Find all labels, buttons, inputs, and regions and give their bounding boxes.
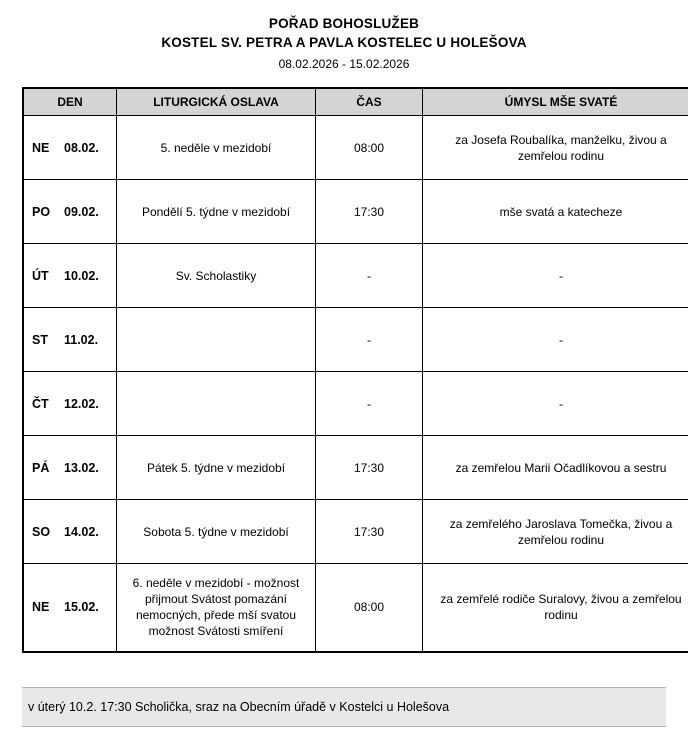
day-date: 08.02. <box>64 140 99 155</box>
schedule-table-head <box>23 88 688 116</box>
table-header-row <box>23 88 688 116</box>
column-header-celebration: LITURGICKÁ OSLAVA <box>117 88 316 116</box>
table-cell-time: - <box>316 372 423 436</box>
day-name: PÁ <box>32 460 50 475</box>
table-cell-intention: - <box>423 244 688 308</box>
table-cell-intention: za zemřelé rodiče Suralovy, živou a zemřelou rodinu <box>423 564 688 652</box>
table-row <box>23 308 688 372</box>
day-date: 12.02. <box>64 396 99 411</box>
table-row <box>23 436 688 500</box>
table-cell-day <box>23 564 117 652</box>
table-cell-intention: za zemřelého Jaroslava Tomečka, živou a zemřelou rodinu <box>423 500 688 564</box>
day-name: NE <box>32 600 50 615</box>
day-date: 13.02. <box>64 460 99 475</box>
table-cell-celebration: 5. neděle v mezidobí <box>117 116 316 180</box>
day-name: SO <box>32 524 51 539</box>
table-cell-time: 08:00 <box>316 564 423 652</box>
day-date: 14.02. <box>64 524 99 539</box>
day-date: 15.02. <box>64 600 99 615</box>
day-name: ČT <box>32 396 49 411</box>
schedule-table-body <box>23 116 688 652</box>
table-cell-day <box>23 500 117 564</box>
table-cell-day <box>23 436 117 500</box>
footer-note <box>22 687 666 727</box>
day-name: NE <box>32 140 50 155</box>
column-header-intention: ÚMYSL MŠE SVATÉ <box>423 88 688 116</box>
table-row <box>23 116 688 180</box>
day-name: ST <box>32 332 48 347</box>
table-cell-celebration: Sobota 5. týdne v mezidobí <box>117 500 316 564</box>
day-name: ÚT <box>32 268 49 283</box>
schedule-table <box>22 87 688 653</box>
day-date: 10.02. <box>64 268 99 283</box>
table-cell-time: 17:30 <box>316 180 423 244</box>
table-cell-day <box>23 244 117 308</box>
table-cell-celebration <box>117 372 316 436</box>
table-cell-intention: za zemřelou Marii Očadlíkovou a sestru <box>423 436 688 500</box>
document-header <box>0 0 688 73</box>
document-date-range: 08.02.2026 - 15.02.2026 <box>278 57 410 71</box>
document-title-line-2: KOSTEL SV. PETRA A PAVLA KOSTELEC U HOLEŠOVA <box>161 35 527 50</box>
table-cell-time: - <box>316 244 423 308</box>
table-cell-day <box>23 372 117 436</box>
day-date: 11.02. <box>64 332 99 347</box>
column-header-time: ČAS <box>316 88 423 116</box>
table-cell-celebration: 6. neděle v mezidobí - možnost přijmout Svátost pomazání nemocných, přede mší svatou možnost Svátosti smíření <box>117 564 316 652</box>
table-row <box>23 372 688 436</box>
schedule-table-wrapper <box>22 87 682 653</box>
table-cell-intention: - <box>423 372 688 436</box>
table-row <box>23 180 688 244</box>
table-cell-day <box>23 180 117 244</box>
footer-note-text: v úterý 10.2. 17:30 Scholička, sraz na Obecním úřadě v Kostelci u Holešova <box>28 700 450 714</box>
column-header-day: DEN <box>23 88 117 116</box>
table-cell-time: 17:30 <box>316 436 423 500</box>
table-cell-intention: za Josefa Roubalíka, manželku, živou a zemřelou rodinu <box>423 116 688 180</box>
table-cell-time: 08:00 <box>316 116 423 180</box>
day-name: PO <box>32 204 51 219</box>
table-row <box>23 244 688 308</box>
table-cell-celebration: Pátek 5. týdne v mezidobí <box>117 436 316 500</box>
table-cell-intention: - <box>423 308 688 372</box>
table-cell-celebration <box>117 308 316 372</box>
table-cell-time: 17:30 <box>316 500 423 564</box>
table-cell-day <box>23 308 117 372</box>
day-date: 09.02. <box>64 204 99 219</box>
table-cell-celebration: Sv. Scholastiky <box>117 244 316 308</box>
table-row <box>23 500 688 564</box>
table-cell-day <box>23 116 117 180</box>
table-cell-time: - <box>316 308 423 372</box>
document-title-line-1: POŘAD BOHOSLUŽEB <box>268 16 420 31</box>
table-cell-intention: mše svatá a katecheze <box>423 180 688 244</box>
table-row <box>23 564 688 652</box>
table-cell-celebration: Pondělí 5. týdne v mezidobí <box>117 180 316 244</box>
